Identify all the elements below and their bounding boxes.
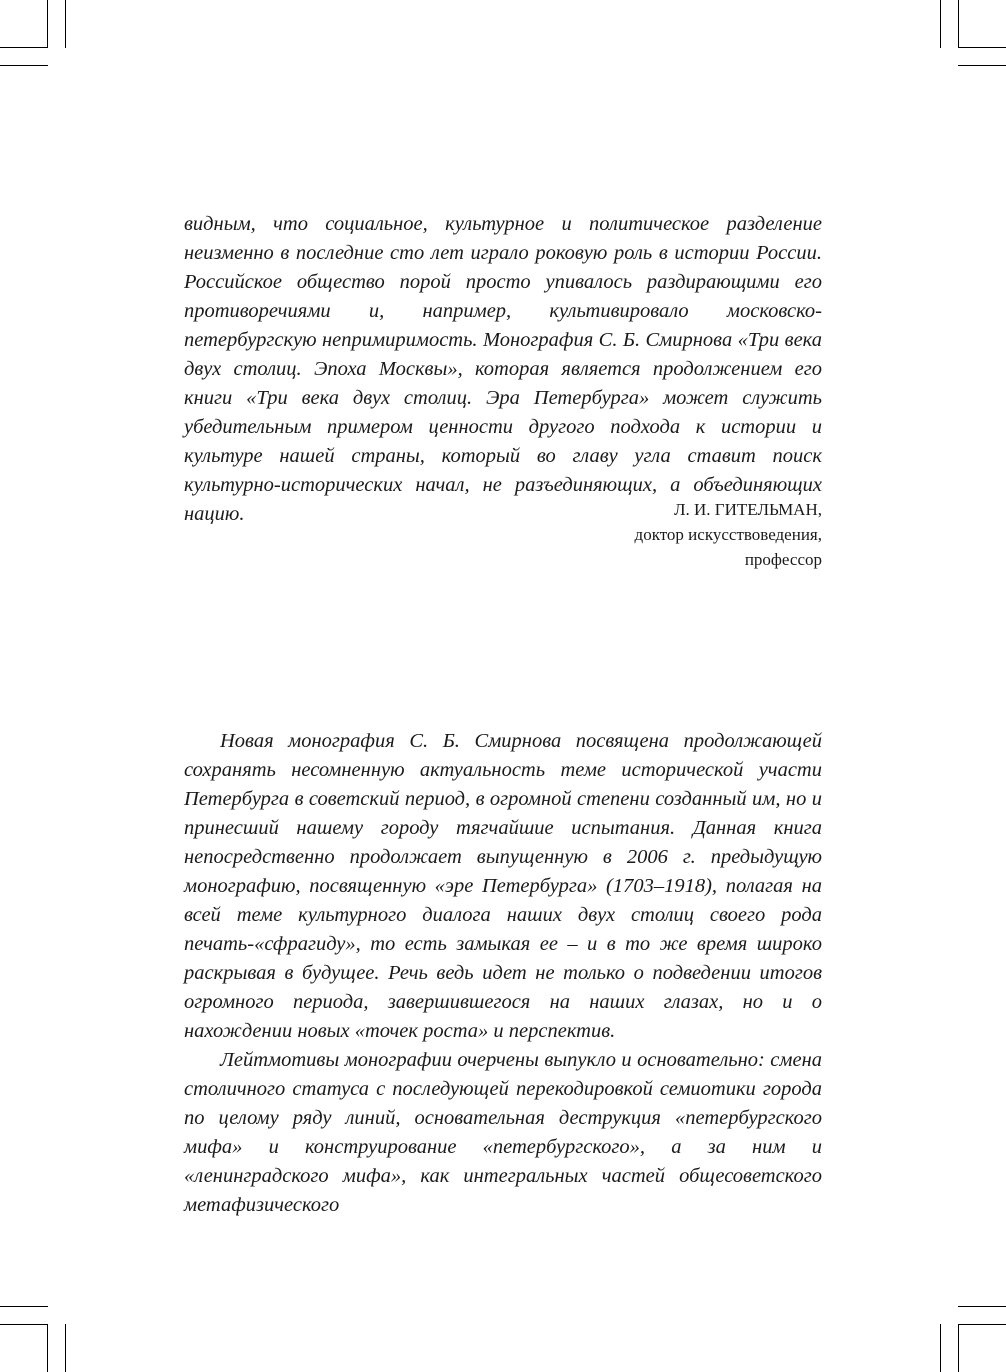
review-paragraph-1: Новая монография С. Б. Смирнова посвящена продолжающей сохранять несомненную актуальность теме исторической участи Петербурга в советский период, в огромной степени созданный им, но и принесший нашему городу тягчайшие испытания. Данная книга непосредственно продолжает выпущенную в 2006 г. предыдущую монографию, посвященную «эре Петербурга» (1703–1918), полагая на всей теме культурного диалога наших двух столиц своего рода печать-«сфрагиду», то есть замыкая ее – и в то же время широко раскрывая в будущее. Речь ведь идет не только о подведении итогов огромного периода, завершившегося на наших глазах, но и о нахождении новых «точек роста» и перспектив. <box>184 730 822 1042</box>
crop-mark <box>0 47 48 48</box>
quote-block <box>184 210 822 529</box>
crop-mark <box>65 0 66 48</box>
review-block <box>184 727 822 1220</box>
crop-mark <box>958 0 959 48</box>
crop-mark <box>958 1306 1006 1307</box>
signature-degree: доктор искусствоведения, <box>634 525 822 544</box>
crop-mark <box>0 65 48 66</box>
crop-mark <box>958 65 1006 66</box>
crop-mark <box>47 1324 48 1372</box>
crop-mark <box>47 0 48 48</box>
review-paragraph-2: Лейтмотивы монографии очерчены выпукло и основательно: смена столичного статуса с последующей перекодировкой семиотики города по целому ряду линий, основательная деструкция «петербургского мифа» и конструирование «петербургского», а за ним и «ленинградского мифа», как интегральных частей общесоветского метафизического <box>184 1049 822 1216</box>
quote-paragraph: видным, что социальное, культурное и политическое разделение неизменно в последние сто лет играло роковую роль в истории России. Российское общество порой просто упивалось раздирающими его противоречиями и, например, культивировало московско-петербургскую непримиримость. Монография С. Б. Смирнова «Три века двух столиц. Эпоха Москвы», которая является продолжением его книги «Три века двух столиц. Эра Петербурга» может служить убедительным примером ценности другого подхода к истории и культуре нашей страны, который во главу угла ставит поиск культурно-исторических начал, не разъединяющих, а объединяющих нацию. <box>184 213 822 525</box>
crop-mark <box>940 1324 941 1372</box>
signature-title: профессор <box>744 550 822 569</box>
crop-mark <box>0 1324 48 1325</box>
signature <box>635 497 822 572</box>
signature-name: Л. И. ГИТЕЛЬМАН, <box>674 500 822 519</box>
crop-mark <box>940 0 941 48</box>
crop-mark <box>958 1324 959 1372</box>
crop-mark <box>958 1324 1006 1325</box>
crop-mark <box>0 1306 48 1307</box>
crop-mark <box>65 1324 66 1372</box>
crop-mark <box>958 47 1006 48</box>
